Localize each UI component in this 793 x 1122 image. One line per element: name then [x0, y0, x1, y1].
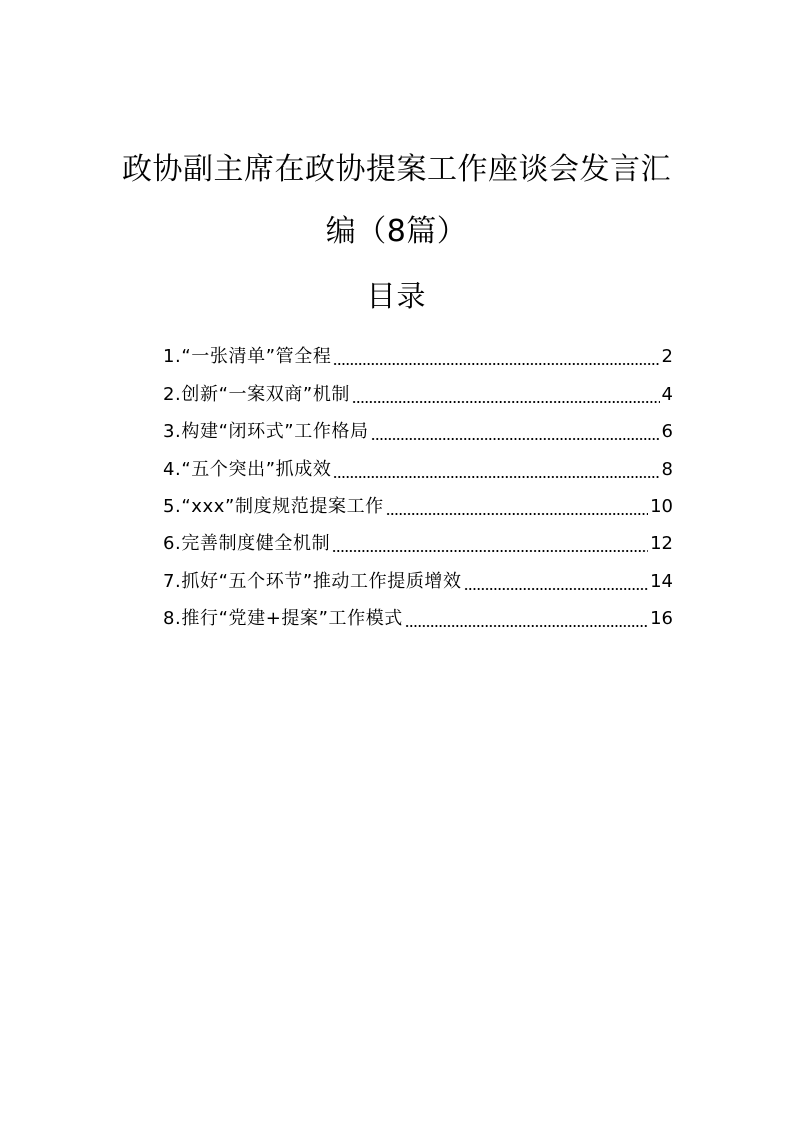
- toc-entry-1[interactable]: [163, 334, 673, 371]
- toc-entry-page-number: 2: [661, 346, 673, 368]
- toc-entry-label: 8.推行“党建+提案”工作模式: [163, 608, 403, 630]
- toc-dot-leader: [333, 456, 659, 484]
- toc-entry-2[interactable]: [163, 371, 673, 408]
- toc-entry-page-number: 16: [650, 608, 673, 630]
- toc-entry-page-number: 12: [650, 533, 673, 555]
- toc-dot-leader: [332, 530, 648, 558]
- document-title-line-1: 政协副主席在政协提案工作座谈会发言汇: [122, 152, 671, 187]
- toc-dot-leader: [371, 418, 660, 446]
- toc-entry-label: 3.构建“闭环式”工作格局: [163, 421, 369, 443]
- toc-entry-4[interactable]: [163, 446, 673, 483]
- toc-dot-leader: [464, 568, 648, 596]
- toc-entry-label: 4.“五个突出”抓成效: [163, 458, 332, 480]
- toc-dot-leader: [386, 493, 648, 521]
- toc-entry-page-number: 6: [661, 421, 673, 443]
- toc-entry-page-number: 14: [650, 570, 673, 592]
- toc-dot-leader: [352, 381, 660, 409]
- toc-entry-3[interactable]: [163, 409, 673, 446]
- toc-entry-page-number: 10: [650, 495, 673, 517]
- document-title-line-2: 编（8篇）: [325, 214, 468, 249]
- toc-entry-6[interactable]: [163, 521, 673, 558]
- toc-entry-label: 1.“一张清单”管全程: [163, 346, 332, 368]
- toc-entry-label: 6.完善制度健全机制: [163, 533, 331, 555]
- toc-entry-label: 7.抓好“五个环节”推动工作提质增效: [163, 570, 462, 592]
- toc-dot-leader: [405, 605, 648, 633]
- toc-heading: 目录: [366, 279, 427, 313]
- toc-dot-leader: [333, 343, 659, 371]
- toc-entry-label: 2.创新“一案双商”机制: [163, 383, 351, 405]
- toc-entry-8[interactable]: [163, 596, 673, 633]
- toc-entry-label: 5.“xxx”制度规范提案工作: [163, 495, 384, 517]
- toc-entry-5[interactable]: [163, 484, 673, 521]
- toc-entry-7[interactable]: [163, 558, 673, 595]
- toc-entry-page-number: 8: [661, 458, 673, 480]
- toc-entry-page-number: 4: [661, 383, 673, 405]
- table-of-contents: [163, 334, 673, 633]
